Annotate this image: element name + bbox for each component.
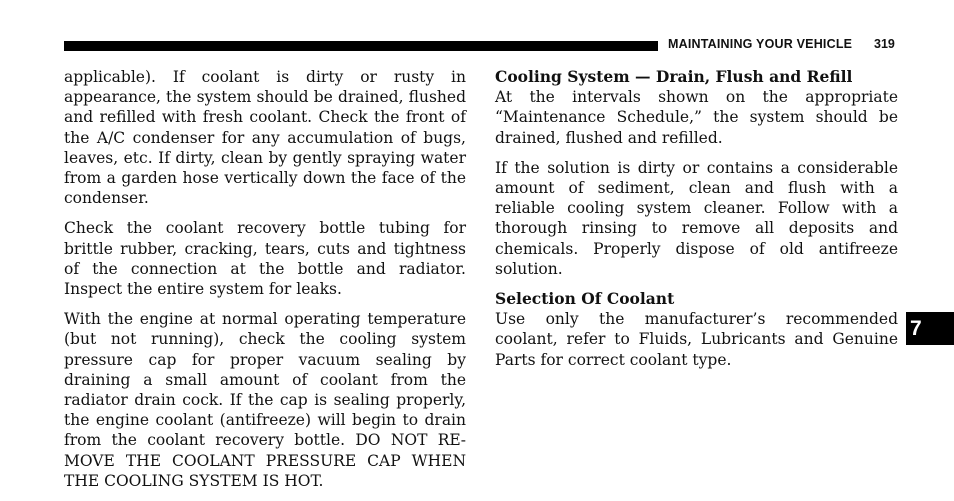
right-column [495, 67, 898, 380]
body-paragraph: applicable). If coolant is dirty or rusty in appearance, the system should be drained, flushed and refilled with fresh coolant. Check the front of the A/C condenser for any accumulation of bugs, leaves, etc. If dirty, clean by gently spraying water from a garden hose vertically down the face of the condenser. [64, 68, 466, 208]
section-heading-coolant-selection: Selection Of Coolant [495, 289, 675, 309]
body-paragraph: If the solution is dirty or contains a considerable amount of sediment, clean and flush with a reliable cooling system cleaner. Follow with a thorough rinsing to remove all deposits and chemicals. Properly dispose of old antifreeze solution. [495, 158, 898, 278]
body-paragraph: With the engine at normal operating temperature (but not running), check the cooling system pressure cap for proper vacuum sealing by draining a small amount of coolant from the radiator drain cock. If the cap is sealing properly, the engine coolant (antifreeze) will begin to drain from the coolant recovery bottle. DO NOT REMOVE THE COOLANT PRESSURE CAP WHEN THE COOLING SYSTEM IS HOT. [64, 310, 466, 490]
body-paragraph: Use only the manufacturer’s recommended coolant, refer to Fluids, Lubricants and Genuine Parts for correct coolant type. [495, 310, 898, 369]
body-paragraph: At the intervals shown on the appropriate “Maintenance Schedule,” the system should be drained, flushed and refilled. [495, 88, 898, 147]
page-number: 319 [874, 37, 895, 51]
body-paragraph: Check the coolant recovery bottle tubing for brittle rubber, cracking, tears, cuts and tightness of the connection at the bottle and radiator. Inspect the entire system for leaks. [64, 219, 466, 299]
header-rule [64, 41, 658, 51]
section-heading-drain-flush: Cooling System — Drain, Flush and Refill [495, 67, 853, 86]
chapter-tab: 7 [906, 312, 954, 345]
left-column [64, 67, 466, 501]
running-header-title: MAINTAINING YOUR VEHICLE [668, 37, 853, 51]
